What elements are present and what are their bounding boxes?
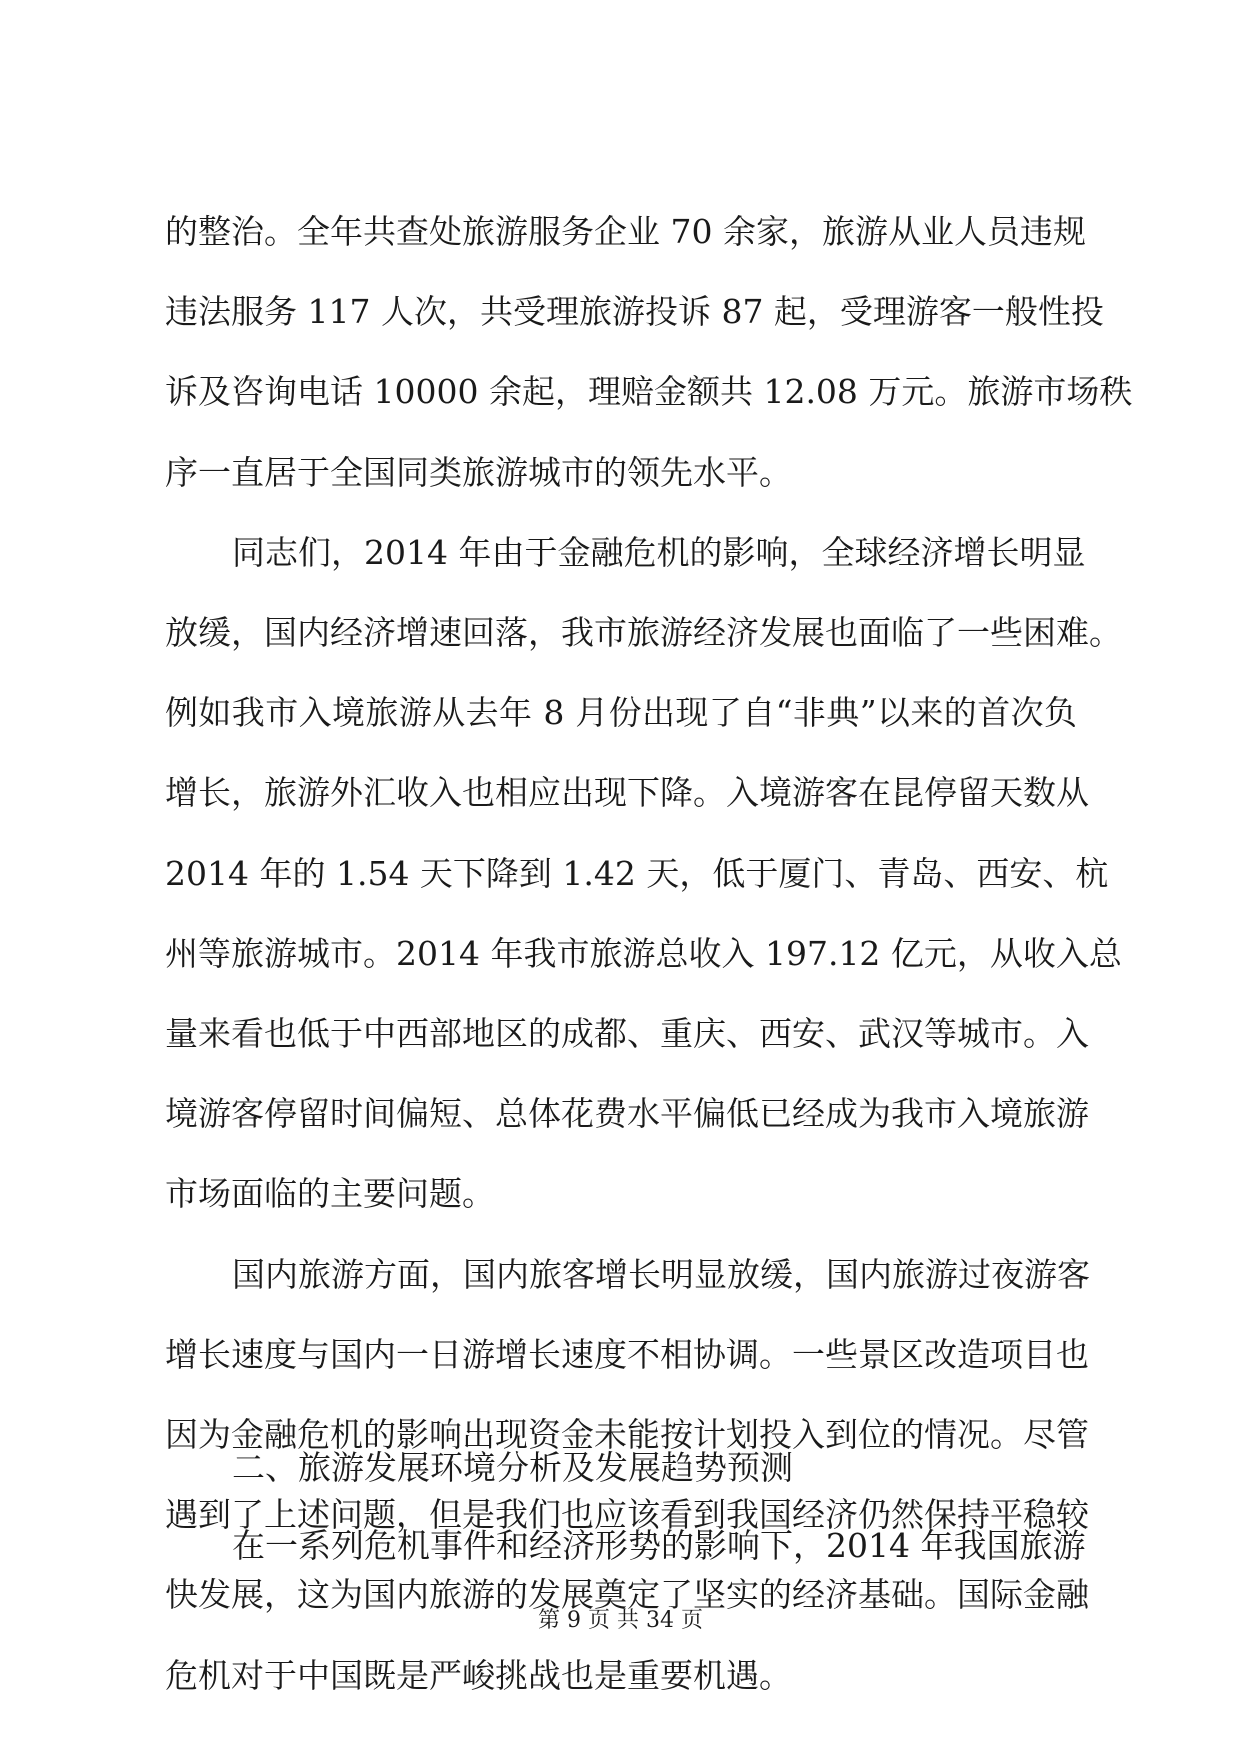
body-line-19: 危机对于中国既是严峻挑战也是重要机遇。	[165, 1656, 792, 1695]
section-heading: 二、旅游发展环境分析及发展趋势预测	[232, 1448, 793, 1487]
body-line-17: 遇到了上述问题，但是我们也应该看到我国经济仍然保持平稳较	[165, 1495, 1089, 1534]
body-line-4: 序一直居于全国同类旅游城市的领先水平。	[165, 453, 792, 492]
body-line-7: 例如我市入境旅游从去年 8 月份出现了自“非典”以来的首次负	[165, 693, 1077, 732]
body-line-2: 违法服务 117 人次，共受理旅游投诉 87 起，受理游客一般性投	[165, 292, 1104, 331]
body-line-1: 的整治。全年共查处旅游服务企业 70 余家，旅游从业人员违规	[165, 212, 1086, 251]
body-line-14: 国内旅游方面，国内旅客增长明显放缓，国内旅游过夜游客	[232, 1255, 1090, 1294]
body-line-13: 市场面临的主要问题。	[165, 1174, 495, 1213]
body-line-8: 增长，旅游外汇收入也相应出现下降。入境游客在昆停留天数从	[165, 773, 1089, 812]
body-line-16: 因为金融危机的影响出现资金未能按计划投入到位的情况。尽管	[165, 1415, 1089, 1454]
body-line-5: 同志们，2014 年由于金融危机的影响，全球经济增长明显	[232, 533, 1086, 572]
page-indicator: 第 9 页 共 34 页	[538, 1608, 703, 1633]
body-line-10: 州等旅游城市。2014 年我市旅游总收入 197.12 亿元，从收入总	[165, 934, 1122, 973]
body-line-6: 放缓，国内经济增速回落，我市旅游经济发展也面临了一些困难。	[165, 613, 1122, 652]
body-line-21: 在一系列危机事件和经济形势的影响下，2014 年我国旅游	[232, 1526, 1086, 1565]
body-line-3: 诉及咨询电话 10000 余起，理赔金额共 12.08 万元。旅游市场秩	[165, 372, 1133, 411]
body-line-18: 快发展，这为国内旅游的发展奠定了坚实的经济基础。国际金融	[165, 1575, 1089, 1614]
body-line-12: 境游客停留时间偏短、总体花费水平偏低已经成为我市入境旅游	[165, 1094, 1089, 1133]
body-line-15: 增长速度与国内一日游增长速度不相协调。一些景区改造项目也	[165, 1335, 1089, 1374]
page-footer	[0, 1606, 1241, 1636]
body-line-11: 量来看也低于中西部地区的成都、重庆、西安、武汉等城市。入	[165, 1014, 1089, 1053]
body-line-9: 2014 年的 1.54 天下降到 1.42 天，低于厦门、青岛、西安、杭	[165, 854, 1109, 893]
